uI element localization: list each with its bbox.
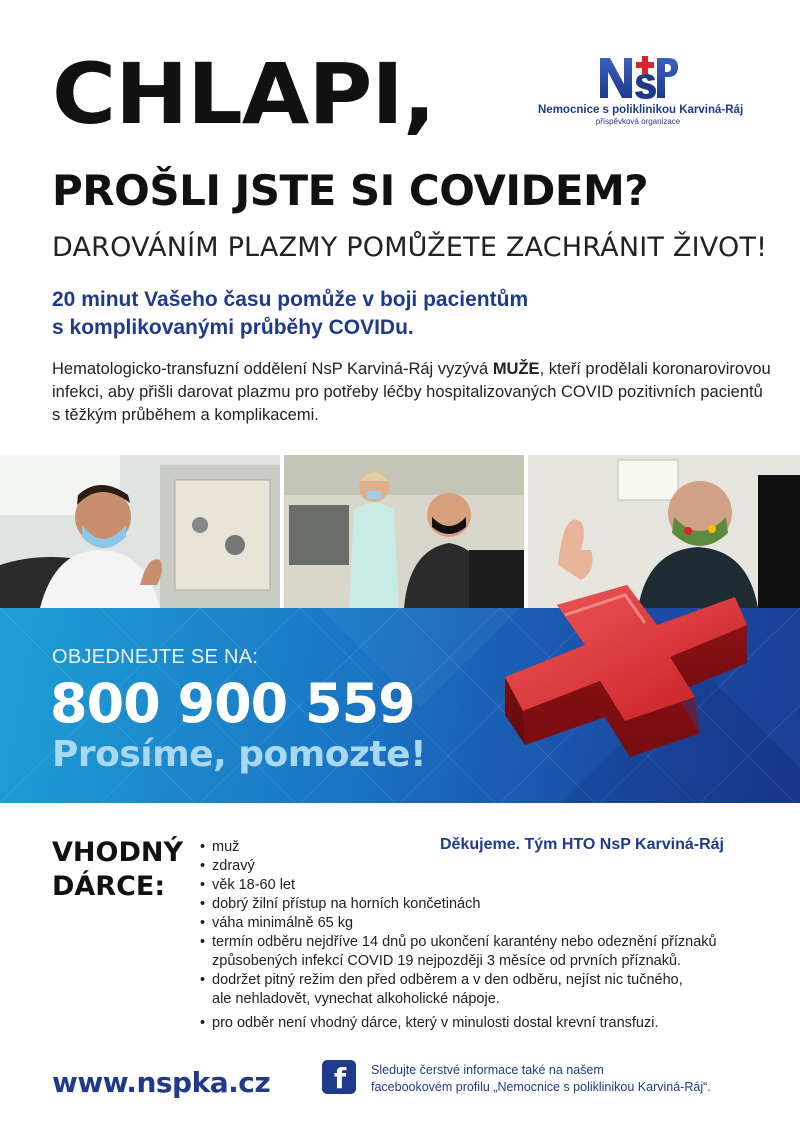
lead-line-2: s komplikovanými průběhy COVIDu. [52,316,414,339]
criteria-line: ale nehladovět, vynechat alkoholické nápoje. [212,991,500,1007]
criteria-line: způsobených infekcí COVID 19 nejpozději 3 měsíce od prvních příznaků. [212,953,682,969]
donor-title-line-1: VHODNÝ [52,837,184,868]
facebook-note [371,1062,711,1096]
donor-title [52,836,183,904]
criteria-item: • muž [200,838,780,857]
criteria-item: • věk 18-60 let [200,876,780,895]
facebook-note-line-2: facebookovém profilu „Nemocnice s poliklinikou Karviná-Ráj“. [371,1080,711,1094]
lead-text [52,286,672,342]
criteria-item: • zdravý [200,857,780,876]
criteria-item [200,971,780,1009]
criteria-item: • dobrý žilní přístup na horních končetinách [200,895,780,914]
donor-photo-1 [0,455,280,608]
criteria-item: • pro odběr není vhodný dárce, který v minulosti dostal krevní transfuzi. [200,1014,780,1033]
criteria-line: termín odběru nejdříve 14 dnů po ukončení karantény nebo odeznění příznaků [212,934,717,950]
phone-number[interactable]: 800 900 559 [50,672,415,735]
body-text-start: Hematologicko-transfuzní oddělení NsP Karviná-Ráj vyzývá [52,360,493,378]
body-emphasis: MUŽE [492,360,540,378]
facebook-glyph: f [334,1062,347,1095]
headline: CHLAPI, [52,45,435,143]
logo-name: Nemocnice s poliklinikou Karviná-Ráj [538,104,744,116]
lead-line-1: 20 minut Vašeho času pomůže v boji pacientům [52,288,529,311]
website-link[interactable]: www.nspka.cz [52,1066,271,1099]
criteria-item [200,933,780,971]
tagline: DAROVÁNÍM PLAZMY POMŮŽETE ZACHRÁNIT ŽIVOT! [52,232,768,263]
donor-photo-2 [284,455,524,608]
criteria-item: • váha minimálně 65 kg [200,914,780,933]
subheadline: PROŠLI JSTE SI COVIDEM? [52,166,649,215]
facebook-icon[interactable] [322,1060,356,1094]
booking-label: OBJEDNEJTE SE NA: [52,646,259,668]
body-paragraph [52,358,772,427]
red-cross-icon [495,585,755,785]
body-text-end: , kteří prodělali koronarovirovou infekci, aby přišli darovat plazmu pro potřeby léčby hospitalizovaných COVID pozitivních pacientů s těžkým průběhem a komplikacemi. [52,360,771,424]
logo-subtitle: příspěvková organizace [595,117,681,126]
criteria-line: dodržet pitný režim den před odběrem a v den odběru, nejíst nic tučného, [212,972,683,988]
donor-criteria-list [200,838,780,1033]
donor-title-line-2: DÁRCE: [52,871,166,902]
hospital-logo [538,52,744,126]
facebook-note-line-1: Sledujte čerstvé informace také na našem [371,1063,604,1077]
appeal-text: Prosíme, pomozte! [52,734,427,775]
thanks-text: Děkujeme. Tým HTO NsP Karviná-Ráj [440,836,724,853]
nsp-logo-icon [596,52,680,102]
